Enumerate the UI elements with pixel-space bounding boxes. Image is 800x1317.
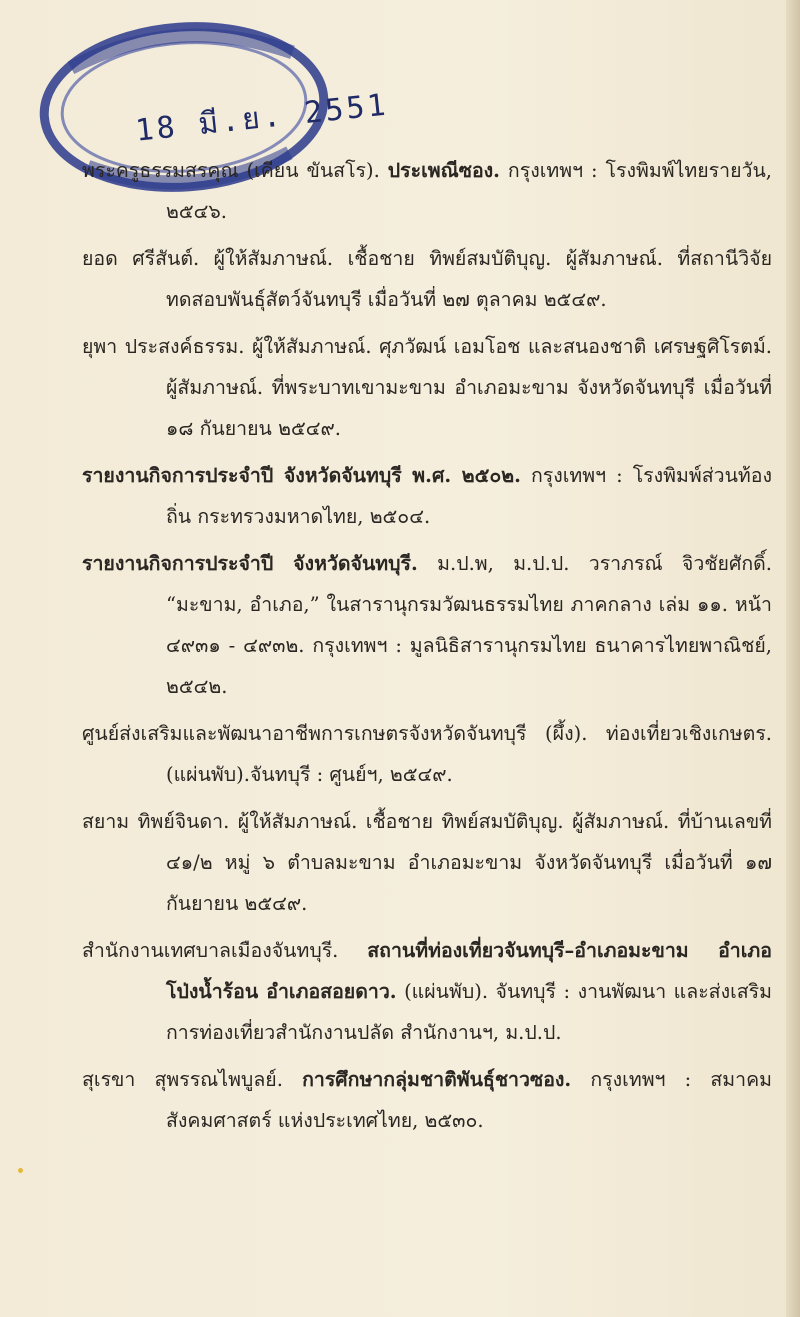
reference-text: ศูนย์ส่งเสริมและพัฒนาอาชีพการเกษตรจังหวัดจันทบุรี (ผึ้ง). ท่องเที่ยวเชิงเกษตร. (แผ่นพับ).จันทบุรี : ศูนย์ฯ, ๒๕๔๙.	[82, 722, 772, 786]
reference-text: สำนักงานเทศบาลเมืองจันทบุรี.	[82, 939, 368, 962]
reference-text: ม.ป.พ, ม.ป.ป. วราภรณ์ จิวชัยศักดิ์. “มะขาม, อำเภอ,” ในสารานุกรมวัฒนธรรมไทย ภาคกลาง เล่ม ๑๑. หน้า ๔๙๓๑ - ๔๙๓๒. กรุงเทพฯ : มูลนิธิสารานุกรมไทย ธนาคารไทยพาณิชย์, ๒๕๔๒.	[166, 552, 772, 698]
reference-text: ยอด ศรีสันต์. ผู้ให้สัมภาษณ์. เชื้อชาย ทิพย์สมบัติบุญ. ผู้สัมภาษณ์. ที่สถานีวิจัยทดสอบพันธุ์สัตว์จันทบุรี เมื่อวันที่ ๒๗ ตุลาคม ๒๕๔๙.	[82, 247, 772, 311]
reference-title: รายงานกิจการประจำปี จังหวัดจันทบุรี.	[82, 552, 418, 575]
reference-text: กรุงเทพฯ : โรงพิมพ์ส่วนท้องถิ่น กระทรวงมหาดไทย, ๒๕๐๔.	[166, 464, 772, 528]
bibliography-list	[82, 150, 772, 1147]
reference-entry	[82, 801, 772, 924]
reference-text: สยาม ทิพย์จินดา. ผู้ให้สัมภาษณ์. เชื้อชาย ทิพย์สมบัติบุญ. ผู้สัมภาษณ์. ที่บ้านเลขที่ ๔๑/๒ หมู่ ๖ ตำบลมะขาม อำเภอมะขาม จังหวัดจันทบุรี เมื่อวันที่ ๑๗ กันยายน ๒๕๔๙.	[82, 810, 772, 915]
reference-text: ยุพา ประสงค์ธรรม. ผู้ให้สัมภาษณ์. ศุภวัฒน์ เอมโอช และสนองชาติ เศรษฐศิโรตม์. ผู้สัมภาษณ์. ที่พระบาทเขามะขาม อำเภอมะขาม จังหวัดจันทบุรี เมื่อวันที่ ๑๘ กันยายน ๒๕๔๙.	[82, 335, 772, 440]
reference-text: พระครูธรรมสรคุณ (เคียน ขันสโร).	[82, 159, 388, 182]
reference-title: รายงานกิจการประจำปี จังหวัดจันทบุรี พ.ศ. ๒๕๐๒.	[82, 464, 521, 487]
reference-text: (แผ่นพับ). จันทบุรี : งานพัฒนา และส่งเสริมการท่องเที่ยวสำนักงานปลัด สำนักงานฯ, ม.ป.ป.	[166, 980, 772, 1044]
page-edge-shadow	[786, 0, 800, 1317]
reference-entry	[82, 930, 772, 1053]
reference-entry	[82, 543, 772, 707]
reference-text: สุเรขา สุพรรณไพบูลย์.	[82, 1068, 303, 1091]
reference-text: กรุงเทพฯ : สมาคมสังคมศาสตร์ แห่งประเทศไทย, ๒๕๓๐.	[166, 1068, 773, 1132]
reference-entry	[82, 1059, 772, 1141]
reference-entry	[82, 713, 772, 795]
paper-speck	[18, 1168, 23, 1173]
reference-title: ประเพณีซอง.	[387, 159, 500, 182]
reference-entry	[82, 150, 772, 232]
reference-title: สถานที่ท่องเที่ยวจันทบุรี–อำเภอมะขาม อำเภอโป่งน้ำร้อน อำเภอสอยดาว.	[166, 939, 772, 1003]
reference-title: การศึกษากลุ่มชาติพันธุ์ชาวซอง.	[302, 1068, 572, 1091]
reference-entry	[82, 455, 772, 537]
reference-entry	[82, 238, 772, 320]
reference-text: กรุงเทพฯ : โรงพิมพ์ไทยรายวัน, ๒๕๔๖.	[166, 159, 772, 223]
reference-entry	[82, 326, 772, 449]
stamp-date: 18 มี.ย. 2551	[133, 87, 391, 149]
